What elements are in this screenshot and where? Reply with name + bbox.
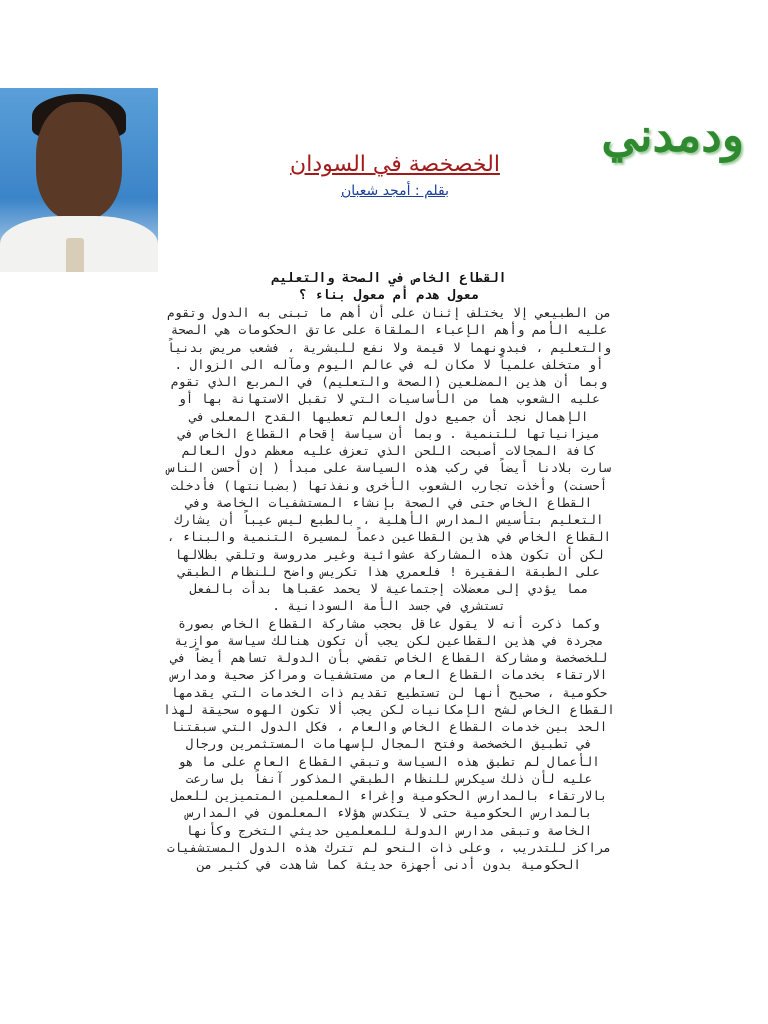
author-face (36, 102, 122, 220)
body-line: بالمدارس الحكومية حتى لا يتكدس هؤلاء المعلمون في المدارس (185, 805, 593, 821)
body-line: القطاع الخاص في هذين القطاعين دعماً لمسيرة التنمية والبناء ، (166, 529, 611, 545)
title-block (200, 150, 590, 202)
body-line: الحكومية بدون أدنى أجهزة حديثة كما شاهدت في كثير من (197, 857, 581, 872)
headline-line: معول هدم أم معول بناء ؟ (298, 288, 479, 303)
body-line: أحسنت) وأخذت تجارب الشعوب الأخرى ونفذتها (بضبانتها) فأدخلت (170, 477, 608, 493)
body-line: أو متخلف علمياً لا مكان له في عالم اليوم ومآله الى الزوال . (174, 356, 604, 372)
body-line: الإهمال نجد أن جميع دول العالم تعطيها القدح المعلى في (189, 408, 589, 424)
body-line: وبما أن هذين المضلعين (الصحة والتعليم) في المربع الذي تقوم (170, 374, 608, 389)
body-line: والتعليم ، فبدونهما لا قيمة ولا نفع للبشرية ، فشعب مريض بدنياً (166, 339, 611, 355)
body-line: مما يؤدي إلى معضلات إجتماعية لا يحمد عقباها بدأت بالفعل (189, 581, 589, 596)
author-tie (66, 238, 84, 272)
body-line: عليه لأن ذلك سيكرس للنظام الطبقي المذكور آنفاً بل سارعت (185, 770, 593, 786)
body-line: مجردة في هذين القطاعين لكن يجب أن تكون هنالك سياسة موازية (174, 632, 604, 648)
logo-wadmadani: ودمدني (601, 108, 744, 162)
body-line: بالارتقاء بالمدارس الحكومية وإغراء المعلمين المتميزين للعمل (170, 788, 608, 803)
body-line: الارتقاء بخدمات القطاع العام من مستشفيات ومراكز صحية ومدارس (170, 667, 608, 683)
body-line: الحد بين خدمات القطاع الخاص والعام ، فكل الدول التي سبقتنا (170, 719, 608, 734)
body-line: تستشري في جسد الأمة السودانية . (272, 598, 506, 614)
body-line: كافة المجالات أصبحت اللحن الذي تعزف عليه معظم دول العالم (182, 443, 596, 458)
body-line: مراكز للتدريب ، وعلى ذات النحو لم تترك هذه الدول المستشفيات (166, 839, 611, 855)
body-line: الخاصة وتبقى مدارس الدولة للمعلمين حديثي التخرج وكأنها (185, 822, 593, 838)
body-line: لكن أن تكون هذه المشاركة عشوائية وغير مدروسة وتلقي بظلالها (174, 546, 604, 562)
body-line: القطاع الخاص لشح الإمكانيات لكن يجب ألا تكون الهوه سحيقة لهذا (163, 701, 615, 717)
article-title: الخصخصة في السودان (290, 152, 500, 177)
body-line: سارت بلادنا أيضاً في ركب هذه السياسة على مبدأ ( إن أحسن الناس (166, 460, 611, 476)
body-line: القطاع الخاص حتى في الصحة بإنشاء المستشفيات الخاصة وفي (185, 494, 593, 510)
author-photo (0, 88, 158, 272)
body-line: للخصخصة ومشاركة القطاع الخاص تقضي بأن الدولة تساهم أيضاً في (170, 650, 608, 665)
body-line: حكومية ، صحيح أنها لن تستطيع تقديم ذات الخدمات التي يقدمها (170, 684, 608, 700)
headline-line: القطاع الخاص في الصحة والتعليم (271, 271, 507, 286)
body-line: عليه الأمم وأهم الإعباء الملقاة على عاتق الحكومات هي الصحة (170, 322, 608, 338)
body-line: على الطبقة الفقيرة ! فلعمري هذا تكريس واضح للنظام الطبقي (178, 563, 600, 579)
body-line: من الطبيعي إلا يختلف إثنان على أن أهم ما تبنى به الدول وتقوم (166, 305, 611, 320)
body-line: ميزانياتها للتنمية . وبما أن سياسة إقحام القطاع الخاص في (178, 425, 600, 441)
body-line: الأعمال لم تطبق هذه السياسة وتبقي القطاع العام على ما هو (178, 753, 600, 769)
article (74, 270, 704, 873)
body-line: في تطبيق الخصخصة وفتح المجال لإسهامات المستثمرين ورجال (185, 736, 593, 752)
body-line: التعليم بتأسيس المدارس الأهلية ، بالطبع ليس عيباً أن يشارك (174, 512, 604, 527)
body-line: وكما ذكرت أنه لا يقول عاقل بحجب مشاركة القطاع الخاص بصورة (178, 615, 600, 631)
author-byline[interactable]: بقلم : أمجد شعبان (340, 183, 450, 199)
article-body (74, 304, 704, 873)
body-line: عليه الشعوب هما من الأساسيات التي لا تقبل الاستهانة بها أو (178, 391, 600, 407)
